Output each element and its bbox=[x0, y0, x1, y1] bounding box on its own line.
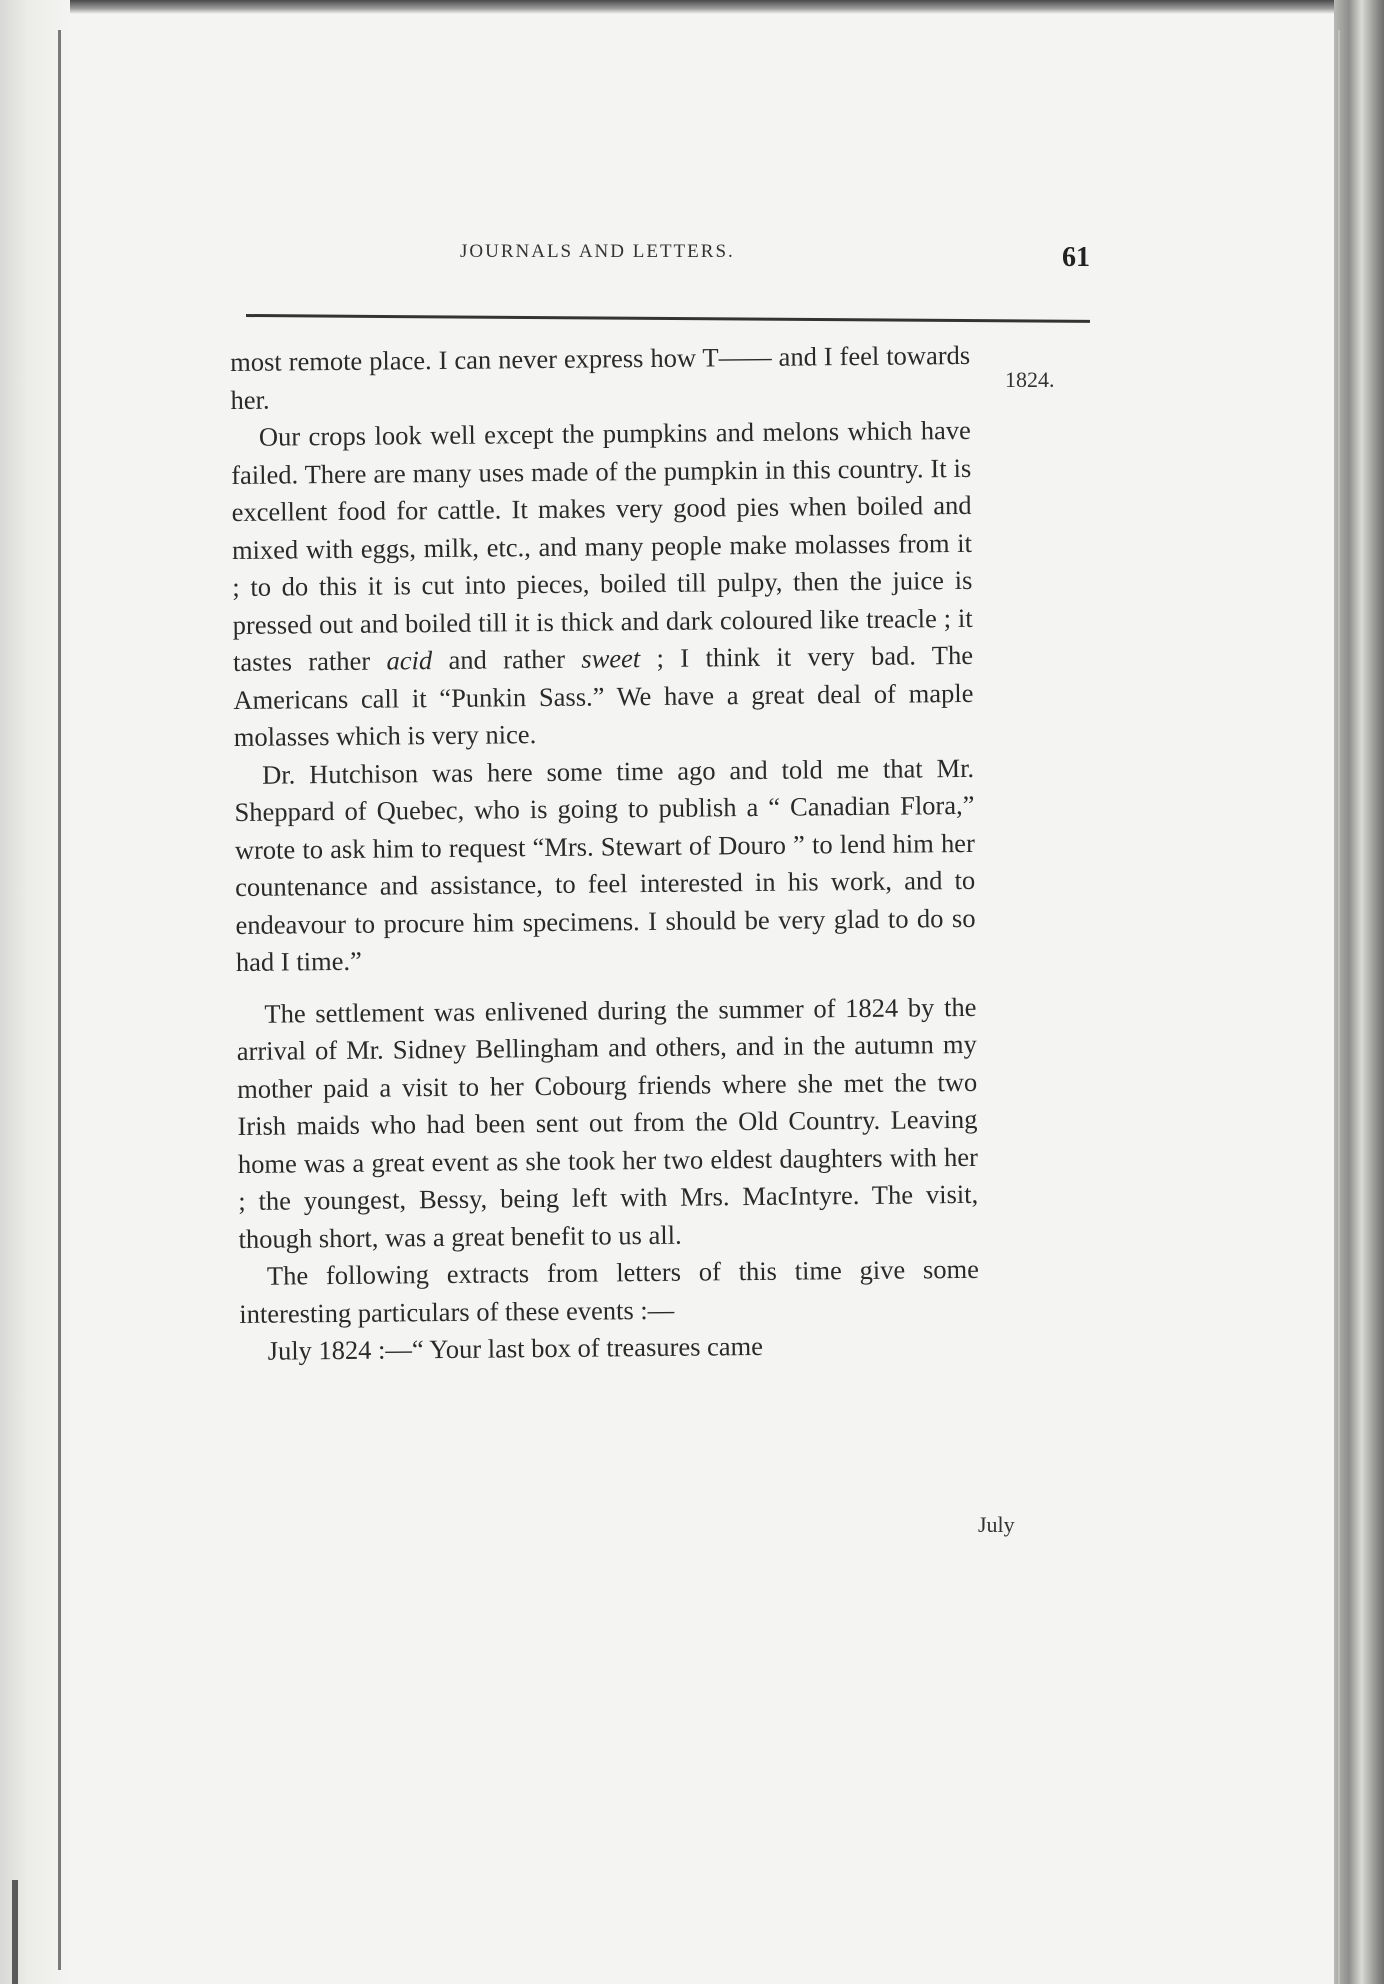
margin-note-year: 1824. bbox=[1005, 367, 1055, 392]
page-number: 61 bbox=[1062, 242, 1090, 273]
paragraph-hutchison: Dr. Hutchison was here some time ago and told me that Mr. Sheppard of Quebec, who is going to publish a “ Canadian Flora,” wrote to ask him to request “Mrs. Stewart of Douro ” to lend him her countenance and assistance, to feel interested in his work, and to endeavour to procure him specimens. I should be very glad to do so had I time.” bbox=[234, 752, 976, 977]
scan-top-edge bbox=[0, 0, 1384, 14]
paragraph-settlement: The settlement was enlivened during the summer of 1824 by the arrival of Mr. Sidney Bellingham and others, and in the autumn my mother paid a visit to her Cobourg friends where she met the two Irish maids who had been sent out from the Old Country. Leaving home was a great event as she took her two eldest daughters with her ; the youngest, Bessy, being left with Mrs. MacIntyre. The visit, though short, was a great benefit to us all. bbox=[236, 991, 979, 1254]
paragraph-crops-emphasis-sweet: sweet bbox=[581, 643, 641, 674]
paragraph-crops-text-c: ; I think it very bad. The Americans call it “Punkin Sass.” We have a great deal of maple molasses which is very nice. bbox=[233, 639, 974, 752]
paragraph-crops-text-b: and rather bbox=[431, 643, 582, 676]
paragraph-crops-text-a: Our crops look well except the pumpkins and melons which have failed. There are many uses made of the pumpkin in this country. It is excellent food for cattle. It makes very good pies when boiled and mixed with eggs, milk, etc., and many people make molasses from it ; to do this it is cut into pieces, boiled till pulpy, then the juice is pressed out and boiled till it is thick and dark coloured like treacle ; it tastes rather bbox=[231, 414, 973, 677]
page-edge-line bbox=[1338, 30, 1340, 1984]
paragraph-continuation: most remote place. I can never express how T—— and I feel towards her. bbox=[230, 339, 971, 415]
paragraph-crops bbox=[231, 412, 974, 757]
header-rule bbox=[246, 314, 1090, 323]
book-page bbox=[70, 14, 1334, 1984]
paragraph-extracts: The following extracts from letters of this time give some interesting particulars of these events :— bbox=[239, 1253, 980, 1329]
paragraph-crops-emphasis-acid: acid bbox=[386, 645, 433, 676]
gutter-line bbox=[58, 30, 61, 1970]
body-text bbox=[230, 337, 980, 1371]
page-edges-right bbox=[1334, 0, 1384, 1984]
running-title: JOURNALS AND LETTERS. bbox=[460, 241, 735, 262]
paragraph-letter-start: July 1824 :—“ Your last box of treasures came bbox=[267, 1330, 764, 1366]
gutter-mark bbox=[12, 1880, 18, 1984]
margin-note-month: July bbox=[978, 1512, 1015, 1537]
